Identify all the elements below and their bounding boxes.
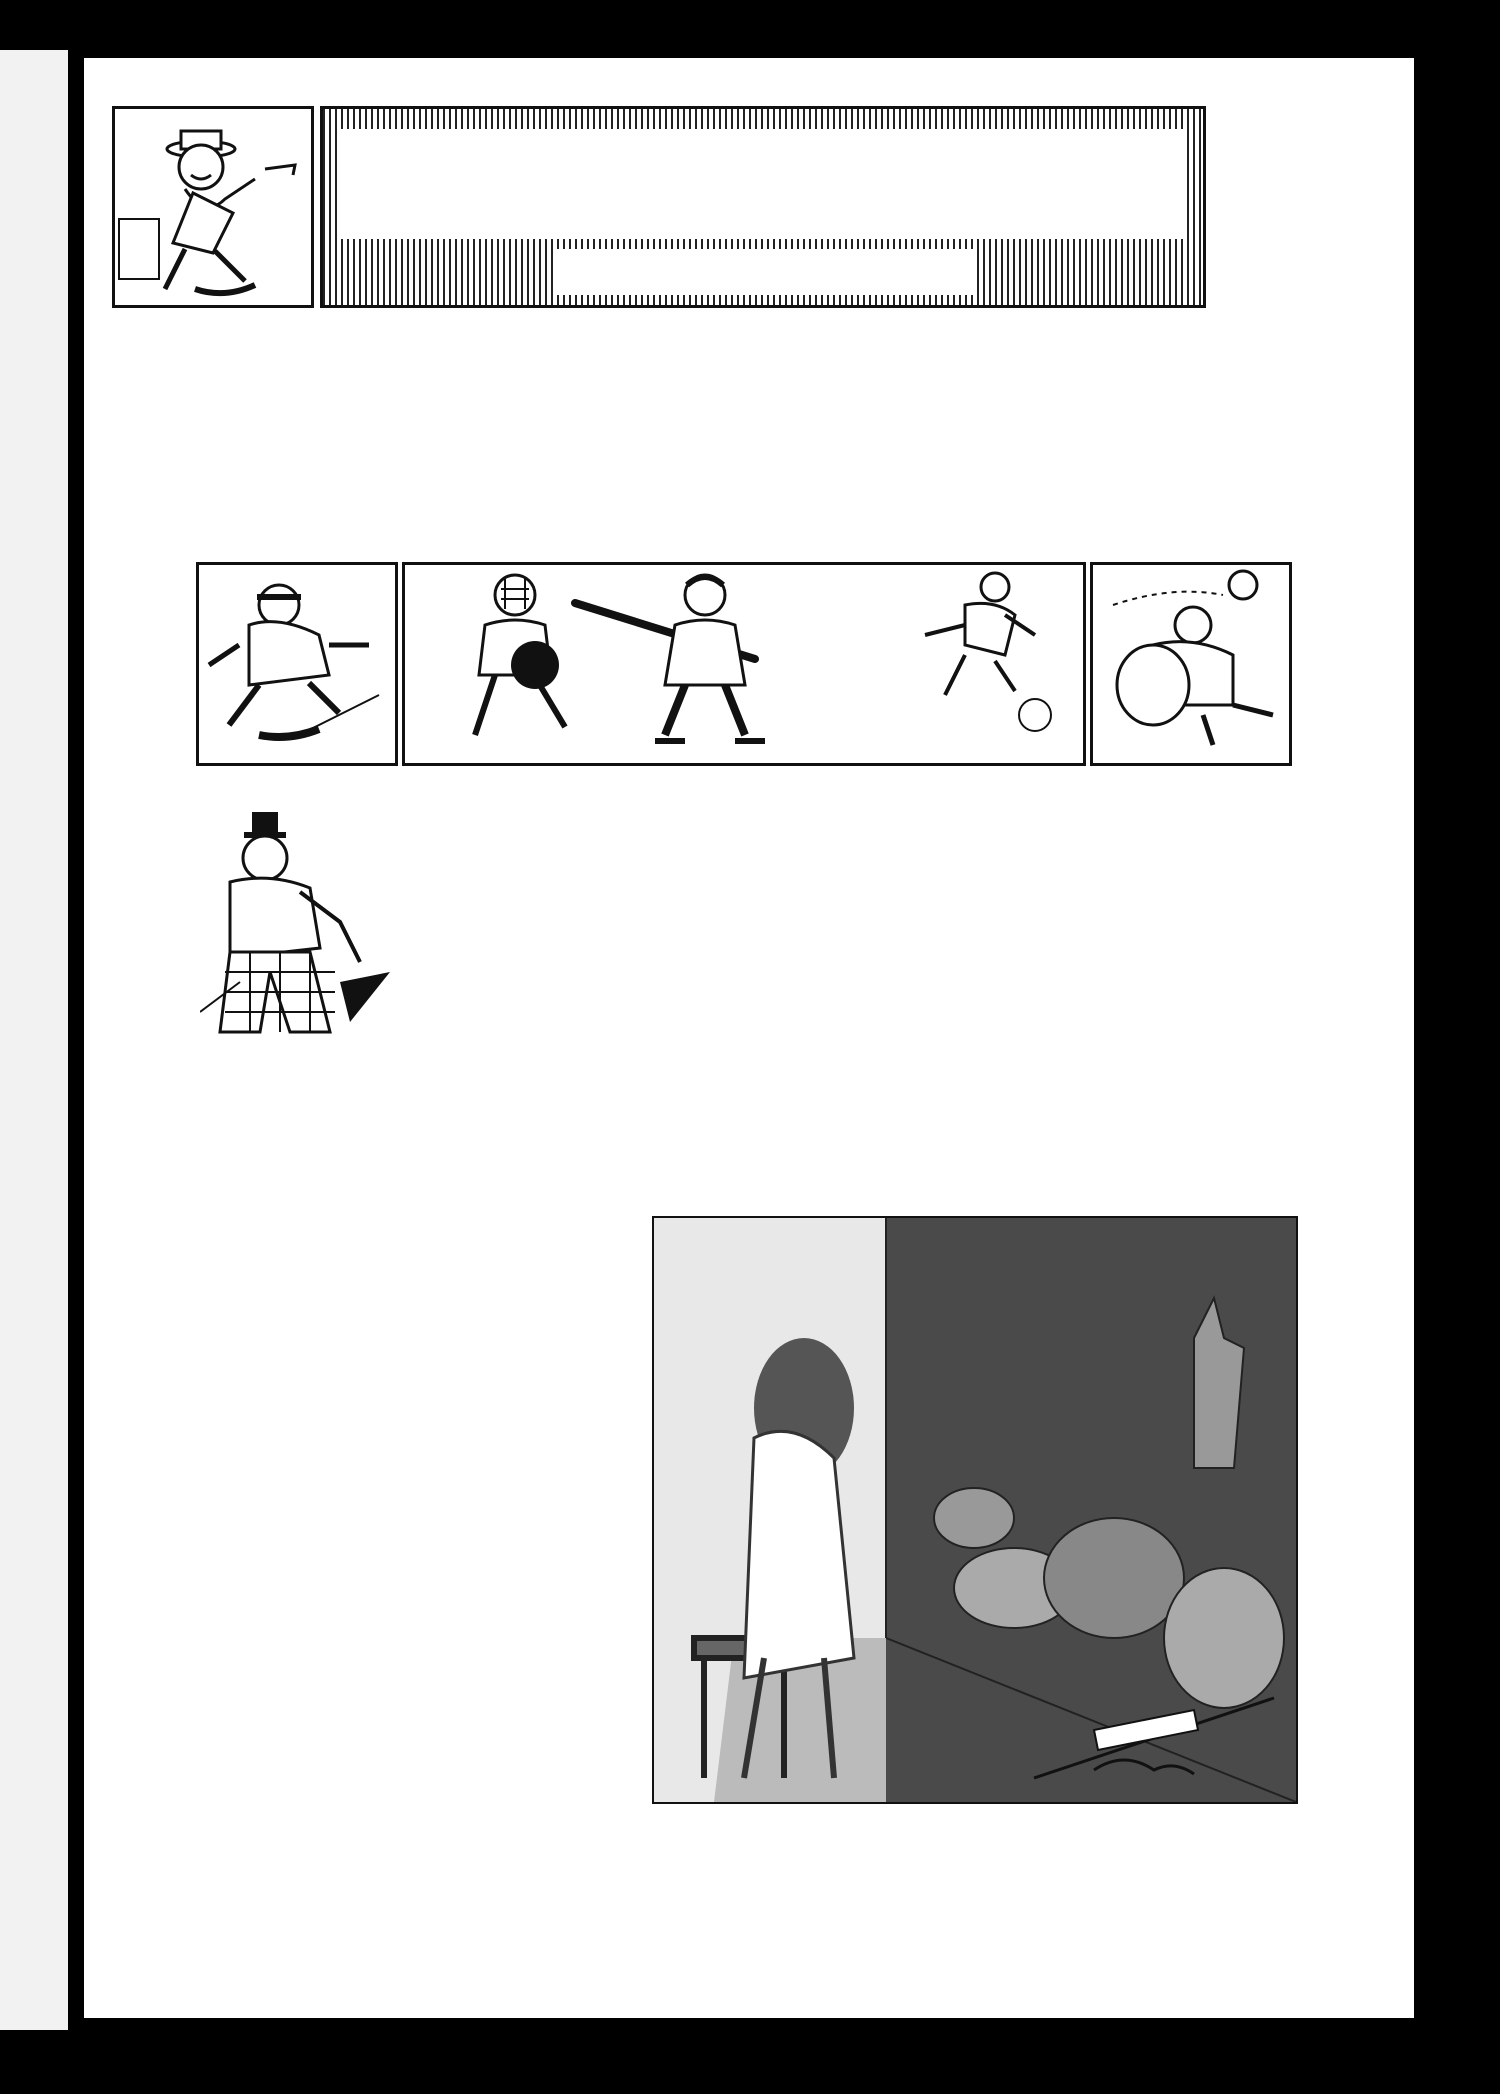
downright-stanza-1 (340, 810, 640, 850)
strip-panel-3 (1090, 562, 1292, 766)
page-subtitle (553, 249, 973, 295)
strip-panel-2 (402, 562, 1086, 766)
downright-cartoon (200, 812, 400, 1072)
header-cartoon-image (112, 106, 314, 308)
title-banner (320, 106, 1206, 308)
strip-panel-1 (196, 562, 398, 766)
facing-page-edge (0, 50, 68, 2030)
convention-illustration (652, 1216, 1298, 1804)
